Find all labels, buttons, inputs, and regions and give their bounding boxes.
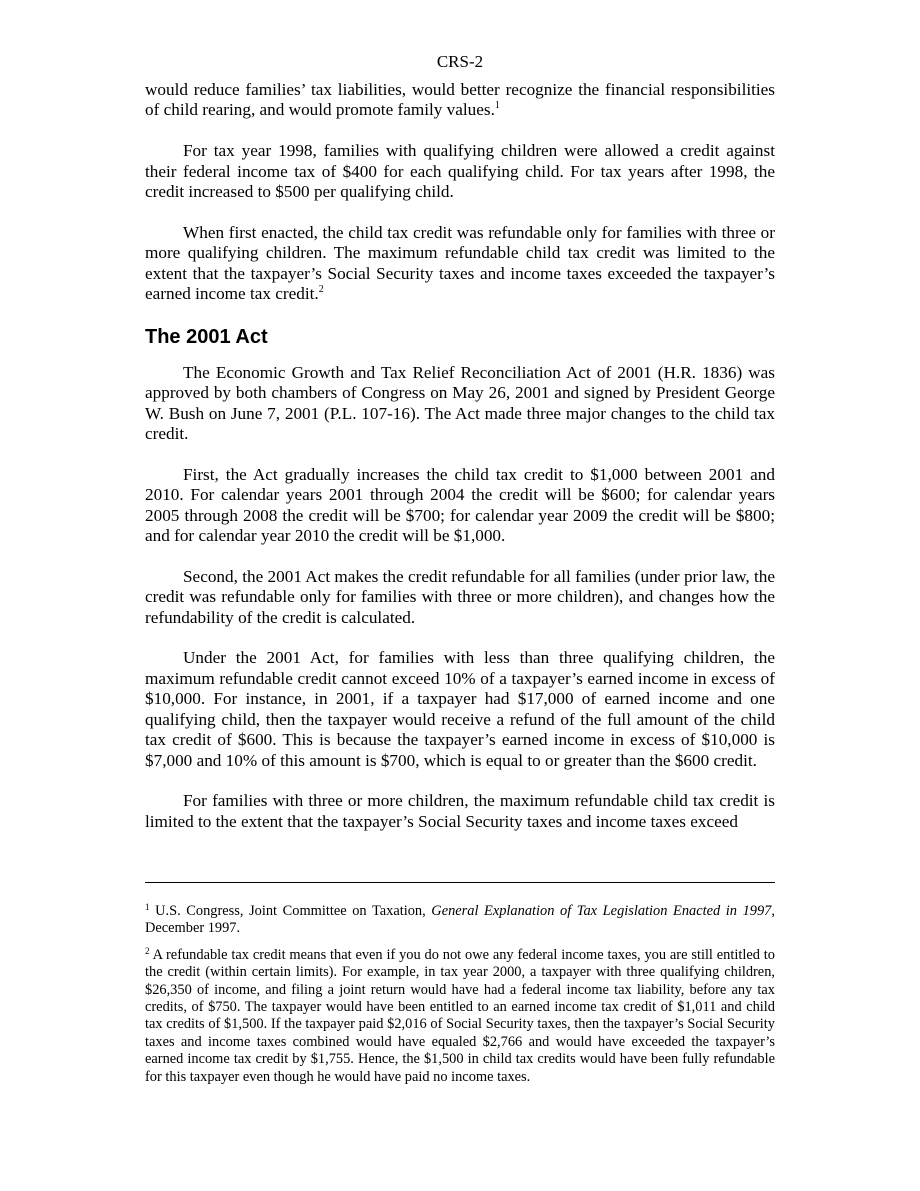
footnote-number: 2 [145,945,150,956]
footnote-number: 1 [145,902,150,912]
paragraph-text: would reduce families’ tax liabilities, would better recognize the financial responsibilities of child rearing, and would promote family values. [145,80,775,120]
page-body [145,52,775,853]
footnote-ref-2[interactable]: 2 [318,284,324,296]
paragraph-refundable-calc: Under the 2001 Act, for families with less than three qualifying children, the maximum refundable credit cannot exceed 10% of a taxpayer’s earned income in excess of $10,000. For instance, in 2001, if a taxpayer had $17,000 of earned income and one qualifying child, then the taxpayer would receive a refund of the full amount of the child tax credit of $600. This is because the taxpayer’s earned income in excess of $10,000 is $7,000 and 10% of this amount is $700, which is equal to or greater than the $600 credit. [145,648,775,770]
paragraph-continuation [145,80,775,121]
section-heading: The 2001 Act [145,325,268,348]
footnote-ref-1[interactable]: 1 [494,100,500,112]
paragraph-text: When first enacted, the child tax credit was refundable only for families with three or more qualifying children. The maximum refundable child tax credit was limited to the extent that the taxpayer’s Social Security taxes and income taxes exceeded the taxpayer’s earned income tax credit. [145,222,775,304]
page-header: CRS-2 [436,52,484,71]
footnote-1 [145,903,775,938]
footnote-text: A refundable tax credit means that even if you do not owe any federal income taxes, you are still entitled to the credit (within certain limits). For example, in tax year 2000, a taxpayer with three qualifying children, $26,350 of income, and filing a joint return would have had a federal income tax liability, before any tax credits, of $750. The taxpayer would have been entitled to an earned income tax credit of $1,011 and child tax credits of $1,500. If the taxpayer paid $2,016 of Social Security taxes, then the taxpayer’s Social Security taxes and income taxes combined would have equaled $2,766 and would have exceeded the taxpayer’s earned income tax credit by $1,755. Hence, the $1,500 in child tax credits would have been fully refundable for this taxpayer even though he would have paid no income taxes. [145,946,775,1085]
paragraph-second-change: Second, the 2001 Act makes the credit refundable for all families (under prior law, the credit was refundable only for families with three or more children), and changes how the refundability of the credit is calculated. [145,566,775,627]
footnote-2 [145,947,775,1086]
paragraph-first-change: First, the Act gradually increases the child tax credit to $1,000 between 2001 and 2010. For calendar years 2001 through 2004 the credit will be $600; for calendar years 2005 through 2008 the credit will be $700; for calendar year 2009 the credit will be $800; and for calendar year 2010 the credit will be $1,000. [145,464,775,546]
footnote-divider [145,882,775,883]
footnote-text: U.S. Congress, Joint Committee on Taxation, [155,903,432,919]
paragraph-three-or-more: For families with three or more children, the maximum refundable child tax credit is limited to the extent that the taxpayer’s Social Security taxes and income taxes exceed [145,791,775,831]
footnotes [145,903,775,1095]
footnote-italic-title: General Explanation of Tax Legislation Enacted in 1997 [431,903,772,919]
paragraph-first-enacted [145,223,775,305]
paragraph-tax-year-1998: For tax year 1998, families with qualifying children were allowed a credit against their federal income tax of $400 for each qualifying child. For tax years after 1998, the credit increased to $500 per qualifying child. [145,141,775,202]
paragraph-act-overview: The Economic Growth and Tax Relief Reconciliation Act of 2001 (H.R. 1836) was approved by both chambers of Congress on May 26, 2001 and signed by President George W. Bush on June 7, 2001 (P.L. 107-16). The Act made three major changes to the child tax credit. [145,362,775,444]
footnote-text: , December 1997. [145,903,775,937]
